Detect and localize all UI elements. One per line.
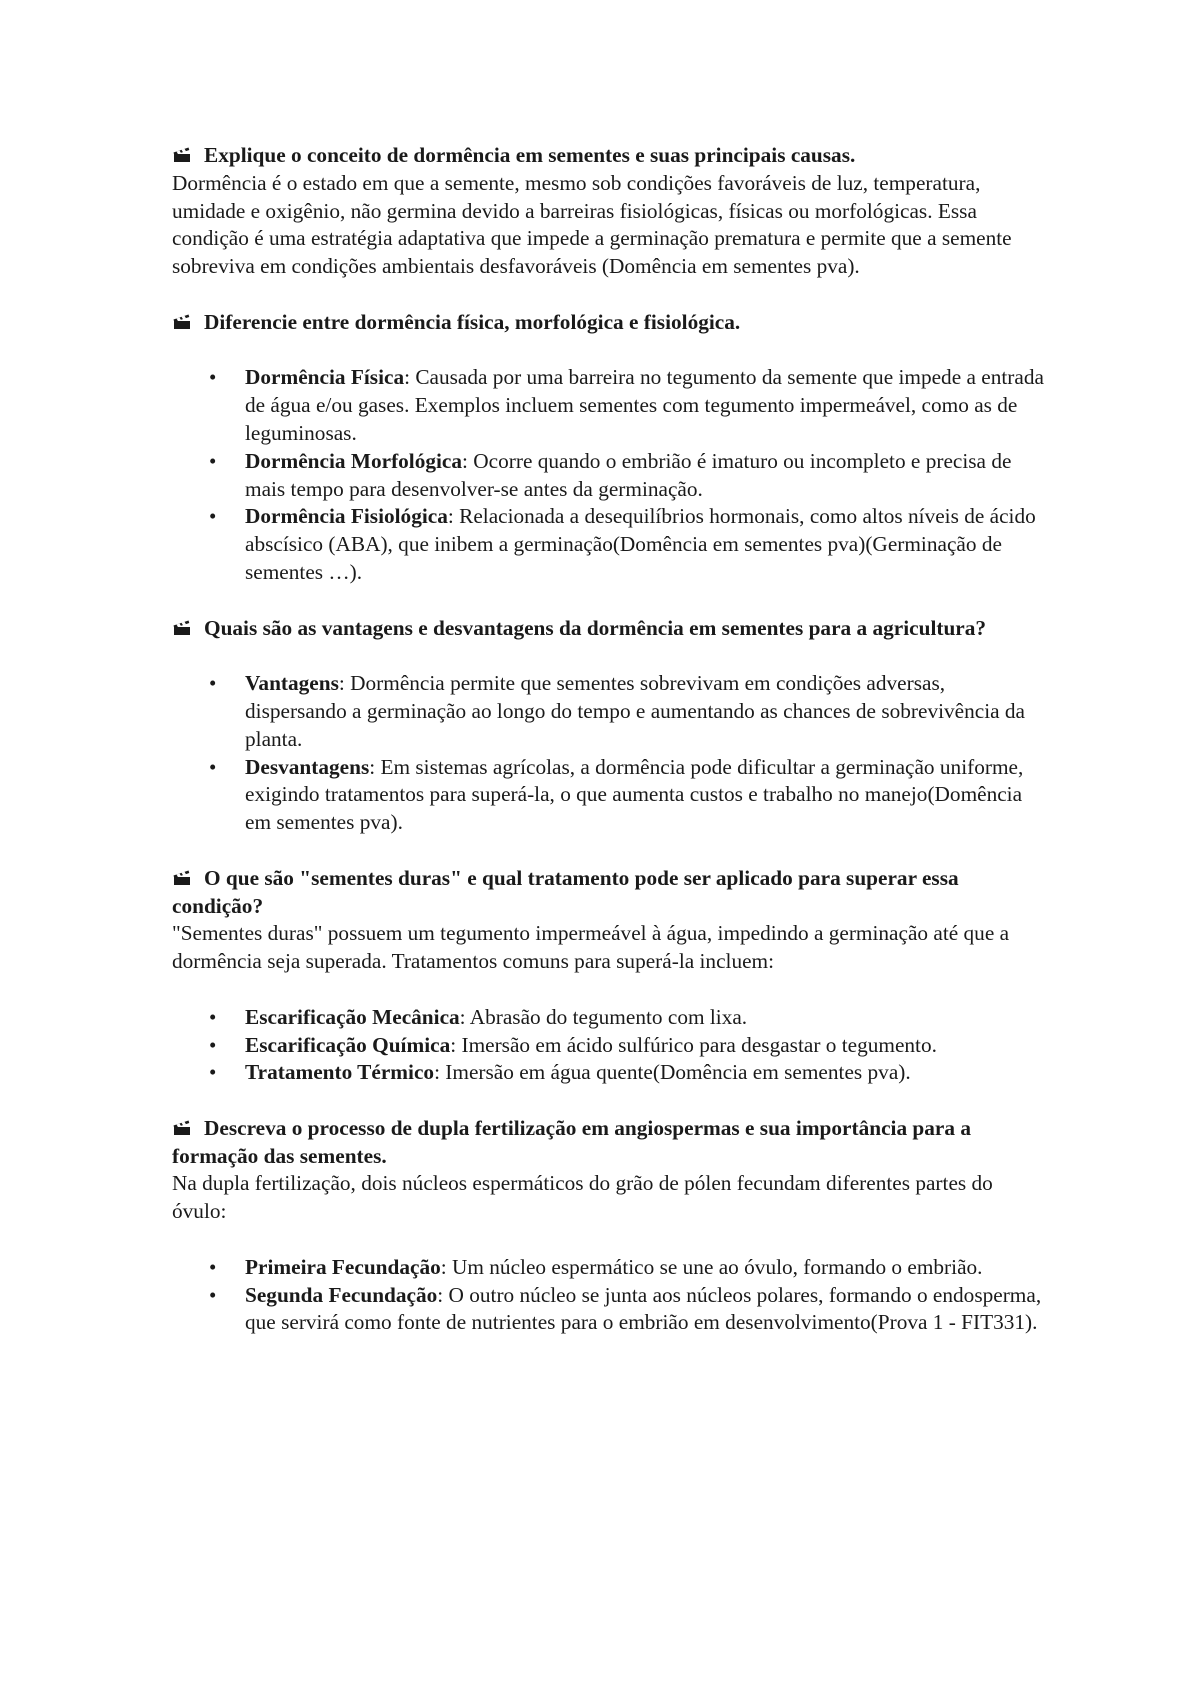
list-item: • Vantagens: Dormência permite que sementes sobrevivam em condições adversas, dispersando a germinação ao longo do tempo e aumentando as chances de sobrevivência da planta. xyxy=(172,670,1052,753)
question-heading: Descreva o processo de dupla fertilização em angiospermas e sua importância para a formação das sementes. xyxy=(172,1115,971,1168)
section-4 xyxy=(172,865,1052,1087)
section-2 xyxy=(172,309,1052,587)
section-1 xyxy=(172,142,1052,281)
clapperboard-icon xyxy=(172,146,192,164)
paragraph: "Sementes duras" possuem um tegumento impermeável à água, impedindo a germinação até que a dormência seja superada. Tratamentos comuns para superá-la incluem: xyxy=(172,921,1010,974)
bullet-list xyxy=(172,670,1052,837)
bullet-list xyxy=(172,364,1052,586)
list-item: • Tratamento Térmico: Imersão em água quente(Domência em sementes pva). xyxy=(172,1059,1052,1087)
list-item: • Primeira Fecundação: Um núcleo espermático se une ao óvulo, formando o embrião. xyxy=(172,1254,1052,1282)
list-item: • Dormência Fisiológica: Relacionada a desequilíbrios hormonais, como altos níveis de ácido abscísico (ABA), que inibem a germinação(Domência em sementes pva)(Germinação de sementes …). xyxy=(172,503,1052,586)
question-heading: Quais são as vantagens e desvantagens da dormência em sementes para a agricultura? xyxy=(172,615,1052,643)
question-heading: Diferencie entre dormência física, morfológica e fisiológica. xyxy=(172,309,1052,337)
clapperboard-icon xyxy=(172,1119,192,1137)
list-item: • Escarificação Mecânica: Abrasão do tegumento com lixa. xyxy=(172,1004,1052,1032)
list-item: • Dormência Física: Causada por uma barreira no tegumento da semente que impede a entrada de água e/ou gases. Exemplos incluem sementes com tegumento impermeável, como as de leguminosas. xyxy=(172,364,1052,447)
list-item: • Desvantagens: Em sistemas agrícolas, a dormência pode dificultar a germinação uniforme, exigindo tratamentos para superá-la, o que aumenta custos e trabalho no manejo(Domência em sementes pva). xyxy=(172,754,1052,837)
clapperboard-icon xyxy=(172,619,192,637)
list-item: • Dormência Morfológica: Ocorre quando o embrião é imaturo ou incompleto e precisa de mais tempo para desenvolver-se antes da germinação. xyxy=(172,448,1052,504)
list-item: • Escarificação Química: Imersão em ácido sulfúrico para desgastar o tegumento. xyxy=(172,1032,1052,1060)
clapperboard-icon xyxy=(172,313,192,331)
bullet-list xyxy=(172,1004,1052,1087)
section-5 xyxy=(172,1115,1052,1337)
paragraph: Na dupla fertilização, dois núcleos espermáticos do grão de pólen fecundam diferentes partes do óvulo: xyxy=(172,1171,993,1224)
paragraph: Dormência é o estado em que a semente, mesmo sob condições favoráveis de luz, temperatura, umidade e oxigênio, não germina devido a barreiras fisiológicas, físicas ou morfológicas. Essa condição é uma estratégia adaptativa que impede a germinação prematura e permite que a semente sobreviva em condições ambientais desfavoráveis (Domência em sementes pva). xyxy=(172,170,1012,279)
bullet-list xyxy=(172,1254,1052,1337)
question-heading: O que são "sementes duras" e qual tratamento pode ser aplicado para superar essa condição? xyxy=(172,865,959,918)
list-item: • Segunda Fecundação: O outro núcleo se junta aos núcleos polares, formando o endosperma, que servirá como fonte de nutrientes para o embrião em desenvolvimento(Prova 1 - FIT331). xyxy=(172,1282,1052,1338)
clapperboard-icon xyxy=(172,869,192,887)
question-heading: Explique o conceito de dormência em sementes e suas principais causas. xyxy=(172,142,1052,170)
section-3 xyxy=(172,615,1052,837)
document-page xyxy=(172,142,1052,1365)
